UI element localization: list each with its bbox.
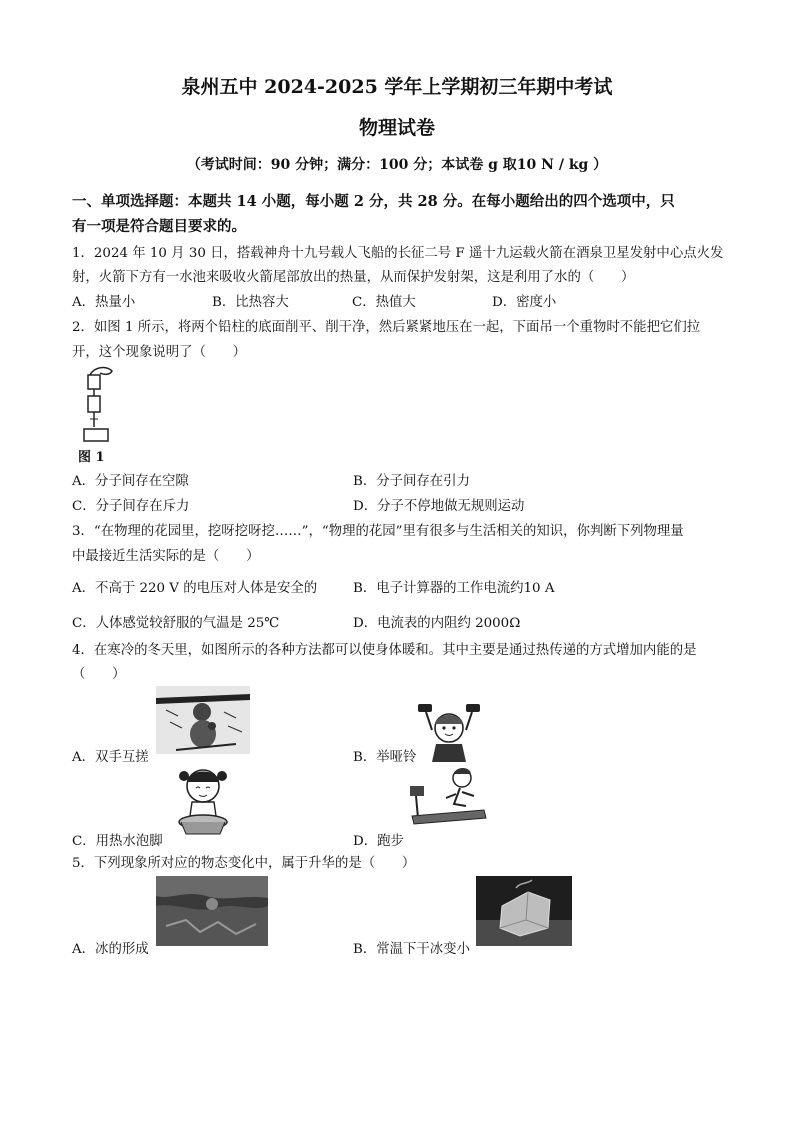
q3-option-d: D．电流表的内阻约 2000Ω	[353, 616, 521, 631]
q4-image-foot-soak	[172, 764, 234, 836]
question-1-line1: 1．2024 年 10 月 30 日，搭载神舟十九号载人飞船的长征二号 F 遥十九运载火箭在酒泉卫星发射中心点火发	[72, 246, 724, 261]
q2-option-c: C．分子间存在斥力	[72, 499, 190, 514]
q5-image-ice-formation	[156, 876, 268, 946]
exam-subtitle: 物理试卷	[358, 117, 435, 139]
question-2-line1: 2．如图 1 所示，将两个铅柱的底面削平、削干净，然后紧紧地压在一起，下面吊一个重物时不能把它们拉	[72, 320, 701, 335]
question-3-line2: 中最接近生活实际的是（ ）	[72, 549, 260, 564]
q3-option-c: C．人体感觉较舒服的气温是 25℃	[72, 616, 280, 631]
question-4-line1: 4．在寒冷的冬天里，如图所示的各种方法都可以使身体暖和。其中主要是通过热传递的方式增加内能的是	[72, 643, 697, 658]
q4-option-b: B．举哑铃	[353, 750, 417, 765]
section-heading-line1: 一、单项选择题：本题共 14 小题，每小题 2 分，共 28 分。在每小题给出的四个选项中，只	[72, 193, 675, 210]
q5-option-a: A．冰的形成	[72, 942, 149, 957]
q1-option-b: B．比热容大	[212, 295, 289, 310]
question-4-line2: （ ）	[72, 667, 126, 682]
q4-image-rubbing-hands	[156, 686, 250, 754]
section-heading-line2: 有一项是符合题目要求的。	[72, 218, 246, 235]
question-5-line1: 5．下列现象所对应的物态变化中，属于升华的是（ ）	[72, 856, 416, 871]
figure-1-label: 图 1	[78, 450, 105, 465]
question-3-line1: 3．“在物理的花园里，挖呀挖呀挖……”，“物理的花园”里有很多与生活相关的知识，你判断下列物理量	[72, 524, 684, 539]
exam-info: （考试时间：90 分钟；满分：100 分；本试卷 g 取10 N / kg ）	[186, 157, 608, 173]
q4-option-d: D．跑步	[353, 834, 404, 849]
q4-image-dumbbells	[414, 700, 484, 762]
q3-option-b: B．电子计算器的工作电流约10 A	[353, 581, 555, 596]
q2-option-a: A．分子间存在空隙	[72, 474, 189, 489]
q2-option-b: B．分子间存在引力	[353, 474, 470, 489]
q3-option-a: A．不高于 220 V 的电压对人体是安全的	[72, 581, 318, 596]
q1-option-a: A．热量小	[72, 295, 136, 310]
q1-option-c: C．热值大	[352, 295, 416, 310]
exam-title: 泉州五中 2024-2025 学年上学期初三年期中考试	[181, 76, 613, 98]
q4-option-c: C．用热水泡脚	[72, 834, 163, 849]
q5-image-dry-ice	[476, 876, 572, 946]
q1-option-d: D．密度小	[492, 295, 557, 310]
question-2-line2: 开，这个现象说明了（ ）	[72, 345, 247, 360]
q4-image-treadmill	[404, 766, 488, 828]
figure-1-lead-cylinders	[76, 365, 124, 445]
q5-option-b: B．常温下干冰变小	[353, 942, 470, 957]
q2-option-d: D．分子不停地做无规则运动	[353, 499, 525, 514]
question-1-line2: 射，火箭下方有一水池来吸收火箭尾部放出的热量，从而保护发射架，这是利用了水的（ ）	[72, 270, 635, 285]
q4-option-a: A．双手互搓	[72, 750, 149, 765]
